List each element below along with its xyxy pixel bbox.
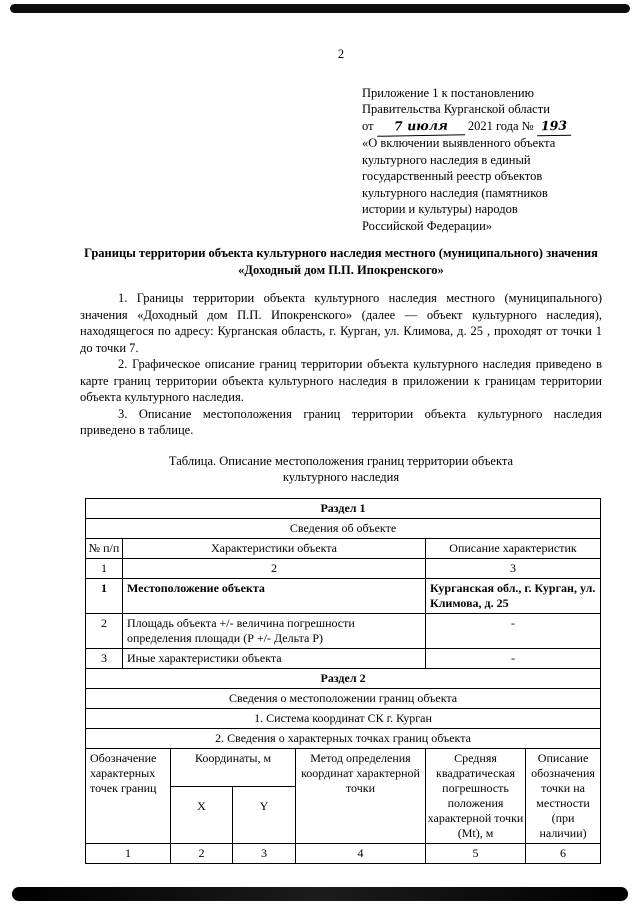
appendix-line: Российской Федерации» <box>362 218 493 233</box>
row-value: - <box>426 648 601 668</box>
col-header-coordinates: Координаты, м <box>171 748 296 786</box>
col-header-description: Описание характеристик <box>426 538 601 558</box>
colnum: 2 <box>123 558 426 578</box>
row-characteristic: Иные характеристики объекта <box>123 648 426 668</box>
section1-title: Раздел 1 <box>86 498 601 518</box>
row-characteristic: Площадь объекта +/- величина погрешности определения площади (Р +/- Дельта Р) <box>123 613 426 648</box>
col-header-x: X <box>171 786 233 843</box>
paragraph-3: 3. Описание местоположения границ территории объекта культурного наследия приведено в таблице. <box>80 406 602 437</box>
paragraph-2: 2. Графическое описание границ территории объекта культурного наследия приведено в карте границ территории объекта культурного наследия в приложении к границам территории объекта культурного наследия. <box>80 357 602 404</box>
colnum: 3 <box>233 843 296 863</box>
colnum: 5 <box>426 843 526 863</box>
row-num: 3 <box>86 648 123 668</box>
col-header-characteristics: Характеристики объекта <box>123 538 426 558</box>
col-header-method: Метод определения координат характерной точки <box>296 748 426 843</box>
table-header-row <box>86 538 601 558</box>
col-header-npp: № п/п <box>86 538 123 558</box>
table-colnum-row <box>86 558 601 578</box>
table-row <box>86 668 601 688</box>
appendix-line: Правительства Курганской области <box>362 102 550 116</box>
row-num: 1 <box>86 578 123 613</box>
colnum: 4 <box>296 843 426 863</box>
heritage-table <box>85 498 600 864</box>
colnum: 2 <box>171 843 233 863</box>
appendix-line: культурного наследия в единый <box>362 152 531 167</box>
points-heading: 2. Сведения о характерных точках границ объекта <box>86 728 601 748</box>
table-colnum-row <box>86 843 601 863</box>
table-row <box>86 728 601 748</box>
document-page <box>80 46 602 864</box>
appendix-reference-block <box>362 85 602 235</box>
table-section-2 <box>85 668 601 864</box>
col-header-point-description: Описание обозначения точки на местности (при наличии) <box>526 748 601 843</box>
handwritten-doc-number: 193 <box>537 117 571 135</box>
colnum: 6 <box>526 843 601 863</box>
col-header-designation: Обозначение характерных точек границ <box>86 748 171 843</box>
table-header-row <box>86 748 601 786</box>
table-row <box>86 498 601 518</box>
table-row <box>86 578 601 613</box>
section1-subtitle: Сведения об объекте <box>86 518 601 538</box>
row-value: - <box>426 613 601 648</box>
table-row <box>86 708 601 728</box>
scan-artifact-bottom <box>12 887 628 901</box>
row-value: Курганская обл., г. Курган, ул. Климова, д. 25 <box>426 578 601 613</box>
colnum: 1 <box>86 843 171 863</box>
coordinate-system: 1. Система координат СК г. Курган <box>86 708 601 728</box>
colnum: 1 <box>86 558 123 578</box>
appendix-line: культурного наследия (памятников <box>362 185 548 200</box>
table-section-1 <box>85 498 601 669</box>
date-suffix: 2021 года № <box>467 118 534 133</box>
document-title: Границы территории объекта культурного наследия местного (муниципального) значения «Доходный дом П.П. Ипокренского» <box>84 246 598 277</box>
paragraph-1: 1. Границы территории объекта культурного наследия местного (муниципального) значения «Доходный дом П.П. Ипокренского» (далее — объект культурного наследия), находящегося по адресу: Курганская область, г. Курган, ул. Климова, д. 25 , проходят от точки 1 до точки 7. <box>80 291 602 355</box>
col-header-y: Y <box>233 786 296 843</box>
table-row <box>86 518 601 538</box>
row-characteristic: Местоположение объекта <box>123 578 426 613</box>
colnum: 3 <box>426 558 601 578</box>
appendix-line: «О включении выявленного объекта <box>362 136 556 150</box>
section2-subtitle: Сведения о местоположении границ объекта <box>86 688 601 708</box>
section2-title: Раздел 2 <box>86 668 601 688</box>
table-row <box>86 648 601 668</box>
row-num: 2 <box>86 613 123 648</box>
appendix-line: Приложение 1 к постановлению <box>362 85 534 100</box>
date-prefix: от <box>362 118 374 133</box>
appendix-line: государственный реестр объектов <box>362 169 543 183</box>
table-caption: Таблица. Описание местоположения границ территории объекта культурного наследия <box>168 453 514 484</box>
scan-artifact-top <box>10 4 630 13</box>
table-row <box>86 688 601 708</box>
appendix-date-line <box>362 118 602 136</box>
col-header-error: Средняя квадратическая погрешность положения характерной точки (Mt), м <box>426 748 526 843</box>
appendix-line: истории и культуры) народов <box>362 202 518 216</box>
page-number: 2 <box>337 47 345 61</box>
table-row <box>86 613 601 648</box>
handwritten-date: 7 июля <box>377 117 465 136</box>
